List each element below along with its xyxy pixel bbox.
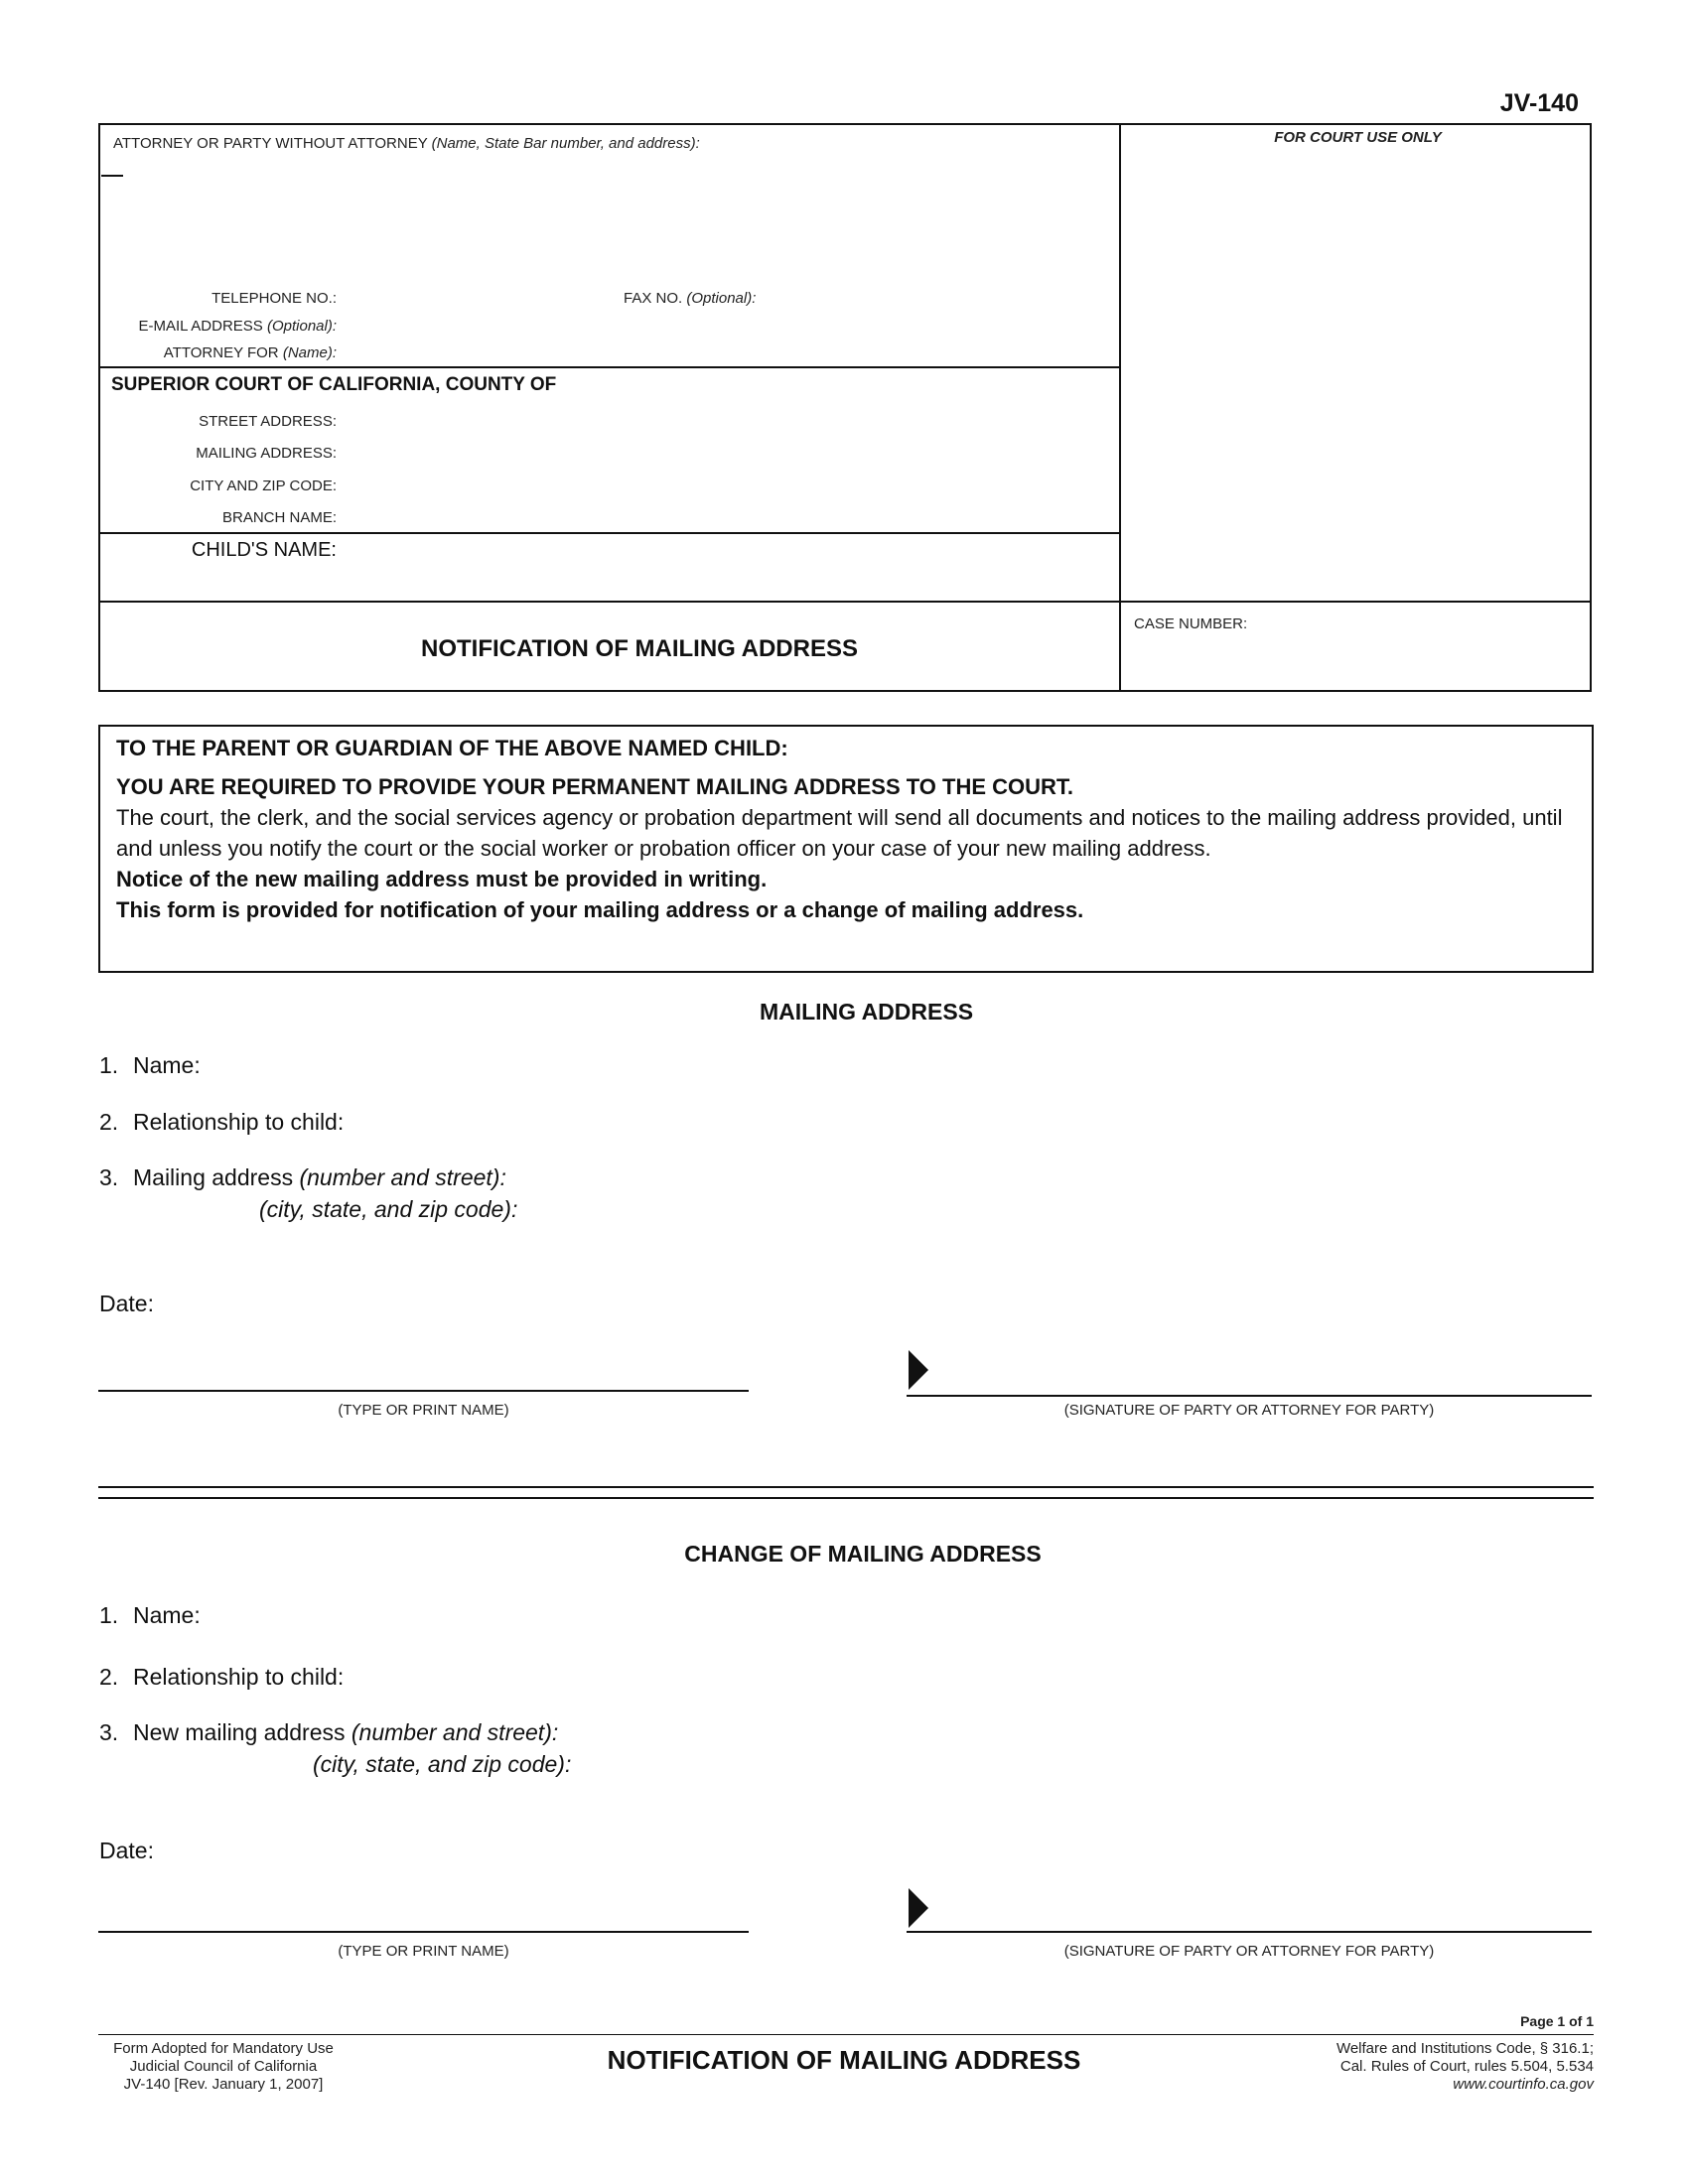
section-separator-bottom bbox=[98, 1497, 1594, 1499]
change-signature-line[interactable] bbox=[907, 1931, 1592, 1933]
caption-rule-3 bbox=[98, 601, 1592, 603]
form-id: JV-140 bbox=[1499, 89, 1579, 117]
city-zip-label: CITY AND ZIP CODE: bbox=[190, 478, 337, 494]
notice-text bbox=[116, 733, 1576, 925]
footer-title: NOTIFICATION OF MAILING ADDRESS bbox=[607, 2045, 1081, 2075]
change-item-name[interactable]: 1. Name: bbox=[99, 1602, 201, 1628]
change-item-address[interactable]: 3. New mailing address (number and street): bbox=[99, 1719, 559, 1745]
change-date-label[interactable]: Date: bbox=[99, 1838, 154, 1863]
caption-divider bbox=[1119, 123, 1121, 692]
mailing-item-name[interactable]: 1. Name: bbox=[99, 1052, 201, 1078]
mailing-signature-label: (SIGNATURE OF PARTY OR ATTORNEY FOR PARTY) bbox=[1063, 1402, 1435, 1419]
footer-adopted: Form Adopted for Mandatory Use Judicial Council of California JV-140 [Rev. January 1, 2007] bbox=[113, 2040, 334, 2093]
mailing-section-title: MAILING ADDRESS bbox=[759, 999, 974, 1024]
notice-purpose: This form is provided for notification of your mailing address or a change of mailing address. bbox=[116, 897, 1084, 922]
change-print-name-line[interactable] bbox=[98, 1931, 749, 1933]
mailing-address-label: MAILING ADDRESS: bbox=[196, 445, 337, 462]
mailing-item-address[interactable]: 3. Mailing address (number and street): bbox=[99, 1164, 506, 1190]
court-use-label: FOR COURT USE ONLY bbox=[1274, 129, 1442, 146]
mailing-item-relationship[interactable]: 2. Relationship to child: bbox=[99, 1109, 345, 1135]
mailing-print-name-label: (TYPE OR PRINT NAME) bbox=[338, 1402, 509, 1419]
caption-rule-2 bbox=[98, 532, 1120, 534]
mailing-signature-line[interactable] bbox=[907, 1395, 1592, 1397]
section-separator-top bbox=[98, 1486, 1594, 1488]
telephone-label: TELEPHONE NO.: bbox=[211, 290, 337, 307]
mailing-item-city[interactable]: (city, state, and zip code): bbox=[259, 1196, 518, 1222]
notice-writing: Notice of the new mailing address must be provided in writing. bbox=[116, 867, 768, 891]
fax-label: FAX NO. (Optional): bbox=[624, 290, 757, 307]
attorney-label: ATTORNEY OR PARTY WITHOUT ATTORNEY (Name, State Bar number, and address): bbox=[113, 135, 700, 152]
change-signature-label: (SIGNATURE OF PARTY OR ATTORNEY FOR PARTY) bbox=[1063, 1943, 1435, 1960]
footer-references: Welfare and Institutions Code, § 316.1; Cal. Rules of Court, rules 5.504, 5.534 www.courtinfo.ca.gov bbox=[1336, 2040, 1594, 2093]
case-number-label: CASE NUMBER: bbox=[1134, 615, 1248, 632]
mailing-date-label[interactable]: Date: bbox=[99, 1291, 154, 1316]
mailing-print-name-line[interactable] bbox=[98, 1390, 749, 1392]
child-name-label: CHILD'S NAME: bbox=[191, 539, 337, 561]
notice-body: The court, the clerk, and the social services agency or probation department will send all documents and notices to the mailing address provided, until and unless you notify the court or the social worker or probation officer on your case of your new mailing address. bbox=[116, 805, 1563, 861]
change-section-title: CHANGE OF MAILING ADDRESS bbox=[684, 1541, 1042, 1567]
page-number: Page 1 of 1 bbox=[1520, 2013, 1594, 2029]
change-print-name-label: (TYPE OR PRINT NAME) bbox=[338, 1943, 509, 1960]
notice-required: YOU ARE REQUIRED TO PROVIDE YOUR PERMANENT MAILING ADDRESS TO THE COURT. bbox=[116, 774, 1074, 799]
mailing-signature-arrow-icon bbox=[909, 1350, 928, 1390]
change-item-relationship[interactable]: 2. Relationship to child: bbox=[99, 1664, 345, 1690]
form-title: NOTIFICATION OF MAILING ADDRESS bbox=[421, 635, 858, 662]
caption-rule-1 bbox=[98, 366, 1120, 368]
attorney-for-label: ATTORNEY FOR (Name): bbox=[163, 344, 337, 361]
change-item-city[interactable]: (city, state, and zip code): bbox=[313, 1751, 572, 1777]
notice-heading: TO THE PARENT OR GUARDIAN OF THE ABOVE NAMED CHILD: bbox=[116, 736, 788, 760]
court-title: SUPERIOR COURT OF CALIFORNIA, COUNTY OF bbox=[111, 374, 557, 395]
email-label: E-MAIL ADDRESS (Optional): bbox=[138, 318, 337, 335]
branch-name-label: BRANCH NAME: bbox=[221, 509, 337, 526]
attorney-field[interactable] bbox=[101, 159, 1114, 288]
change-signature-arrow-icon bbox=[909, 1888, 928, 1928]
footer-rule bbox=[98, 2034, 1594, 2035]
street-address-label: STREET ADDRESS: bbox=[199, 413, 337, 430]
